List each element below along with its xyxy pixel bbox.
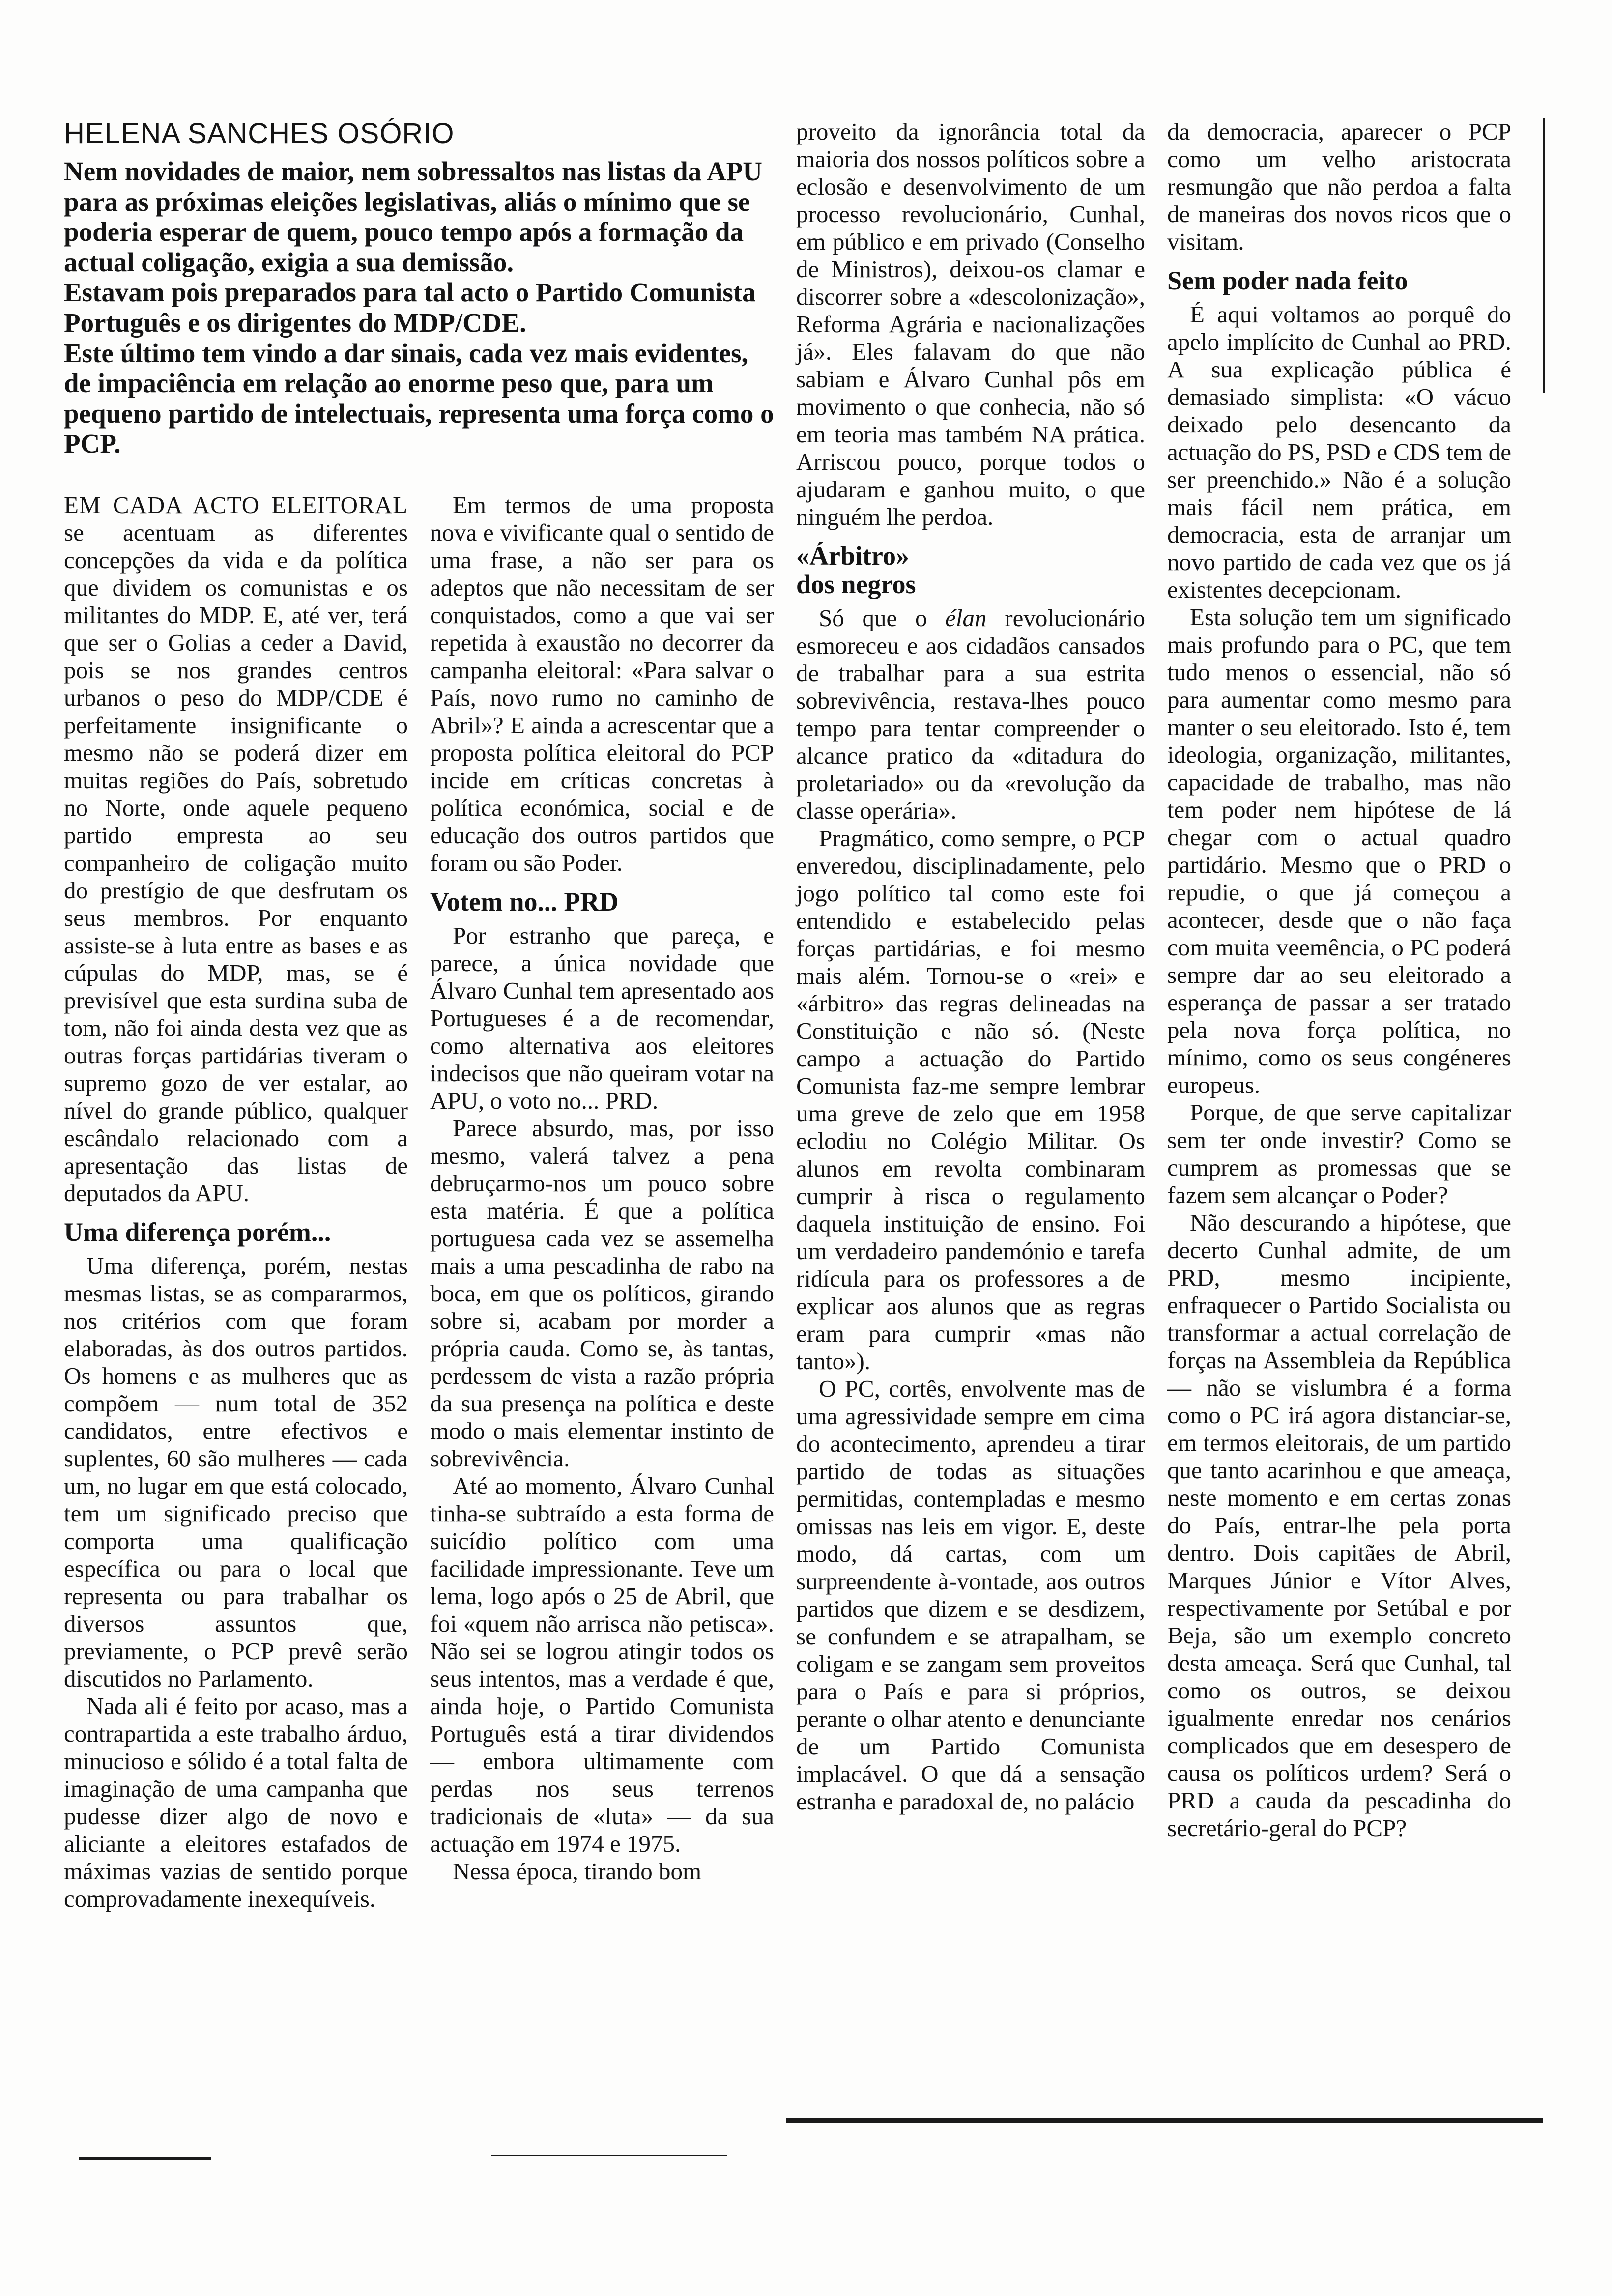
column-2-paragraph-1: Em termos de uma proposta nova e vivificante qual o sentido de uma frase, a não ser para os adeptos que não necessitam de ser conquistados, como a que vai ser repetida à exaustão no decorrer da campanha eleitoral: «Para salvar o País, novo rumo no caminho de Abril»? E ainda a acrescentar que a proposta política eleitoral do PCP incide em críticas concretas à política económica, social e de educação dos outros partidos que foram ou são Poder. [430, 491, 774, 876]
bottom-rule [786, 2118, 1543, 2123]
column-3 [796, 118, 1145, 1815]
column-3-paragraph-2 [796, 604, 1145, 825]
column-4-paragraph-3: Esta solução tem um significado mais profundo para o PC, que tem tudo menos o essencial, não só para aumentar como mesmo para manter o seu eleitorado. Isto é, tem ideologia, organização, militantes, capacidade de trabalho, mas não tem poder nem hipótese de lá chegar com o actual quadro partidário. Mesmo que o PRD o repudie, o que já começou a acontecer, desde que o não faça com muita veemência, o PC poderá sempre dar ao seu eleitorado a esperança de passar a ser tratado pela nova força política, no mínimo, como os seus congéneres europeus. [1167, 603, 1511, 1098]
column-4-paragraph-4: Porque, de que serve capitalizar sem ter onde investir? Como se cumprem as promessas que se fazem sem alcançar o Poder? [1167, 1099, 1511, 1208]
subheading-uma-diferenca: Uma diferença porém... [64, 1217, 331, 1247]
column-4 [1167, 118, 1511, 1842]
lead-sentence-2: Estavam pois preparados para tal acto o Partido Comunista Português e os dirigentes do MDP/CDE. [64, 277, 756, 338]
lead-sentence-3: Este último tem vindo a dar sinais, cada vez mais evidentes, de impaciência em relação ao enorme peso que, para um pequeno partido de intelectuais, representa uma força como o PCP. [64, 338, 774, 459]
column-2-paragraph-5: Nessa época, tirando bom [453, 1858, 702, 1885]
column-1-paragraph-2: Uma diferença, porém, nestas mesmas listas, se as compararmos, nos critérios com que foram elaboradas, às dos outros partidos. Os homens e as mulheres que as compõem — num total de 352 candidatos, entre efectivos e suplentes, 60 são mulheres — cada um, no lugar em que está colocado, tem um significado preciso que comporta uma qualificação específica ou para o local que representa ou para trabalhar os diversos assuntos que, previamente, o PCP prevê serão discutidos no Parlamento. [64, 1252, 408, 1692]
column-4-paragraph-2: É aqui voltamos ao porquê do apelo implícito de Cunhal ao PRD. A sua explicação pública é demasiado simplista: «O vácuo deixado pelo desencanto da actuação do PS, PSD e CDS tem de ser preenchido.» Não é a solução mais fácil nem prática, em democracia, esta de arranjar um novo partido de cada vez que os já existentes decepcionam. [1167, 301, 1511, 603]
vertical-column-rule [1543, 118, 1545, 393]
column-3-paragraph-2-start: Só que o [819, 604, 946, 631]
subheading-sem-poder: Sem poder nada feito [1167, 266, 1408, 295]
column-1-paragraph-1 [64, 491, 408, 1207]
bottom-rule-left [79, 2157, 211, 2160]
column-3-paragraph-2-end: revolucionário esmoreceu e aos cidadãos cansados de trabalhar para a sua estrita sobrevivência, restava-lhes pouco tempo para tentar compreender o alcance pratico da «ditadura do proletariado» ou da «revolução da classe operária». [796, 604, 1145, 824]
column-4-paragraph-5: Não descurando a hipótese, que decerto Cunhal admite, de um PRD, mesmo incipiente, enfraquecer o Partido Socialista ou transformar a actual correlação de forças na Assembleia da República — não se vislumbra é a forma como o PC irá agora distanciar-se, em termos eleitorais, de um partido que tanto acarinhou e que ameaça, neste momento e em certas zonas do País, entrar-lhe pela porta dentro. Dois capitães de Abril, Marques Júnior e Vítor Alves, respectivamente por Setúbal e por Beja, são um exemplo concreto desta ameaça. Será que Cunhal, tal como os outros, se deixou igualmente enredar nos cenários complicados que em desespero de causa os políticos urdem? Será o PRD a cauda da pescadinha do secretário-geral do PCP? [1167, 1209, 1511, 1841]
lead-sentence-1: Nem novidades de maior, nem sobressaltos nas listas da APU para as próximas eleições legislativas, aliás o mínimo que se poderia esperar de quem, pouco tempo após a formação da actual coligação, exigia a sua demissão. [64, 156, 762, 277]
subheading-votem-no-prd: Votem no... PRD [430, 887, 619, 917]
column-3-paragraph-4: O PC, cortês, envolvente mas de uma agressividade sempre em cima do acontecimento, aprendeu a tirar partido de todas as situações permitidas, contempladas e mesmo omissas nas leis em vigor. E, deste modo, dá cartas, com um surpreendente à-vontade, aos outros partidos que dizem e se desdizem, se confundem e se atrapalham, se coligam e se zangam sem proveitos para o País e para si próprios, perante o olhar atento e denunciante de um Partido Comunista implacável. O que dá a sensação estranha e paradoxal de, no palácio [796, 1375, 1145, 1815]
bottom-rule-middle [491, 2155, 727, 2156]
byline: HELENA SANCHES OSÓRIO [64, 117, 455, 149]
column-2-paragraph-4: Até ao momento, Álvaro Cunhal tinha-se subtraído a esta forma de suicídio político com uma facilidade impressionante. Teve um lema, logo após o 25 de Abril, que foi «quem não arrisca não petisca». Não sei se logrou atingir todos os seus intentos, mas a verdade é que, ainda hoje, o Partido Comunista Português está a tirar dividendos — embora ultimamente com perdas nos seus terrenos tradicionais de «luta» — da sua actuação em 1974 e 1975. [430, 1472, 774, 1857]
column-2-paragraph-2: Por estranho que pareça, e parece, a única novidade que Álvaro Cunhal tem apresentado aos Portugueses é a de recomendar, como alternativa aos eleitores indecisos que não queiram votar na APU, o voto no... PRD. [430, 922, 774, 1114]
column-3-paragraph-1: proveito da ignorância total da maioria dos nossos políticos sobre a eclosão e desenvolvimento de um processo revolucionário, Cunhal, em público e em privado (Conselho de Ministros), deixou-os clamar e discorrer sobre a «descolonização», Reforma Agrária e nacionalizações já». Eles falavam do que não sabiam e Álvaro Cunhal pôs em movimento o que conhecia, não só em teoria mas também NA prática. Arriscou pouco, porque todos o ajudaram e ganhou muito, o que ninguém lhe perdoa. [796, 118, 1145, 530]
column-1 [64, 491, 408, 1913]
lead-paragraph [64, 156, 777, 459]
column-2-paragraph-3: Parece absurdo, mas, por isso mesmo, valerá talvez a pena debruçarmo-nos um pouco sobre esta matéria. É que a política portuguesa cada vez se assemelha mais a uma pescadinha de rabo na boca, em que os políticos, girando sobre si, acabam por morder a própria cauda. Como se, às tantas, perdessem de vista a razão própria da sua presença na política e deste modo o mais elementar instinto de sobrevivência. [430, 1115, 774, 1472]
column-1-paragraph-1-text: se acentuam as diferentes concepções da vida e da política que dividem os comunistas e os militantes do MDP. E, até ver, terá que ser o Golias a ceder a David, pois se nos grandes centros urbanos o peso do MDP/CDE é perfeitamente insignificante o mesmo não se poderá dizer em muitas regiões do País, sobretudo no Norte, onde aquele pequeno partido empresta ao seu companheiro de coligação muito do prestígio de que desfrutam os seus membros. Por enquanto assiste-se à luta entre as bases e as cúpulas do MDP, mas, se é previsível que esta surdina suba de tom, não foi ainda desta vez que as outras forças partidárias tiveram o supremo gozo de ver estalar, ao nível do grande público, qualquer escândalo relacionado com a apresentação das listas de deputados da APU. [64, 519, 408, 1206]
column-4-paragraph-1: da democracia, aparecer o PCP como um velho aristocrata resmungão que não perdoa a falta de maneiras dos novos ricos que o visitam. [1167, 118, 1511, 255]
column-1-paragraph-3: Nada ali é feito por acaso, mas a contrapartida a este trabalho árduo, minucioso e sólido é a total falta de imaginação de uma campanha que pudesse dizer algo de novo e aliciante a eleitores estafados de máximas vazias de sentido porque comprovadamente inexequíveis. [64, 1693, 408, 1912]
column-3-paragraph-2-elan: élan [945, 604, 987, 631]
subheading-arbitro-line-1: «Árbitro» [796, 541, 909, 571]
subheading-arbitro-dos-negros [796, 542, 1145, 599]
column-3-paragraph-3: Pragmático, como sempre, o PCP enveredou, disciplinadamente, pelo jogo político tal como este foi entendido e estabelecido pelas forças partidárias, e foi mesmo mais além. Tornou-se o «rei» e «árbitro» das regras delineadas na Constituição e não só. (Neste campo a actuação do Partido Comunista faz-me sempre lembrar uma greve de zelo que em 1958 eclodiu no Colégio Militar. Os alunos em revolta combinaram cumprir à risca o regulamento daquela instituição de ensino. Foi um verdadeiro pandemónio e tarefa ridícula para os professores a de explicar aos alunos que as regras eram para cumprir «mas não tanto»). [796, 825, 1145, 1375]
drop-caps-opening: EM CADA ACTO ELEITORAL [64, 491, 408, 518]
subheading-arbitro-line-2: dos negros [796, 570, 916, 599]
column-2 [430, 491, 774, 1885]
